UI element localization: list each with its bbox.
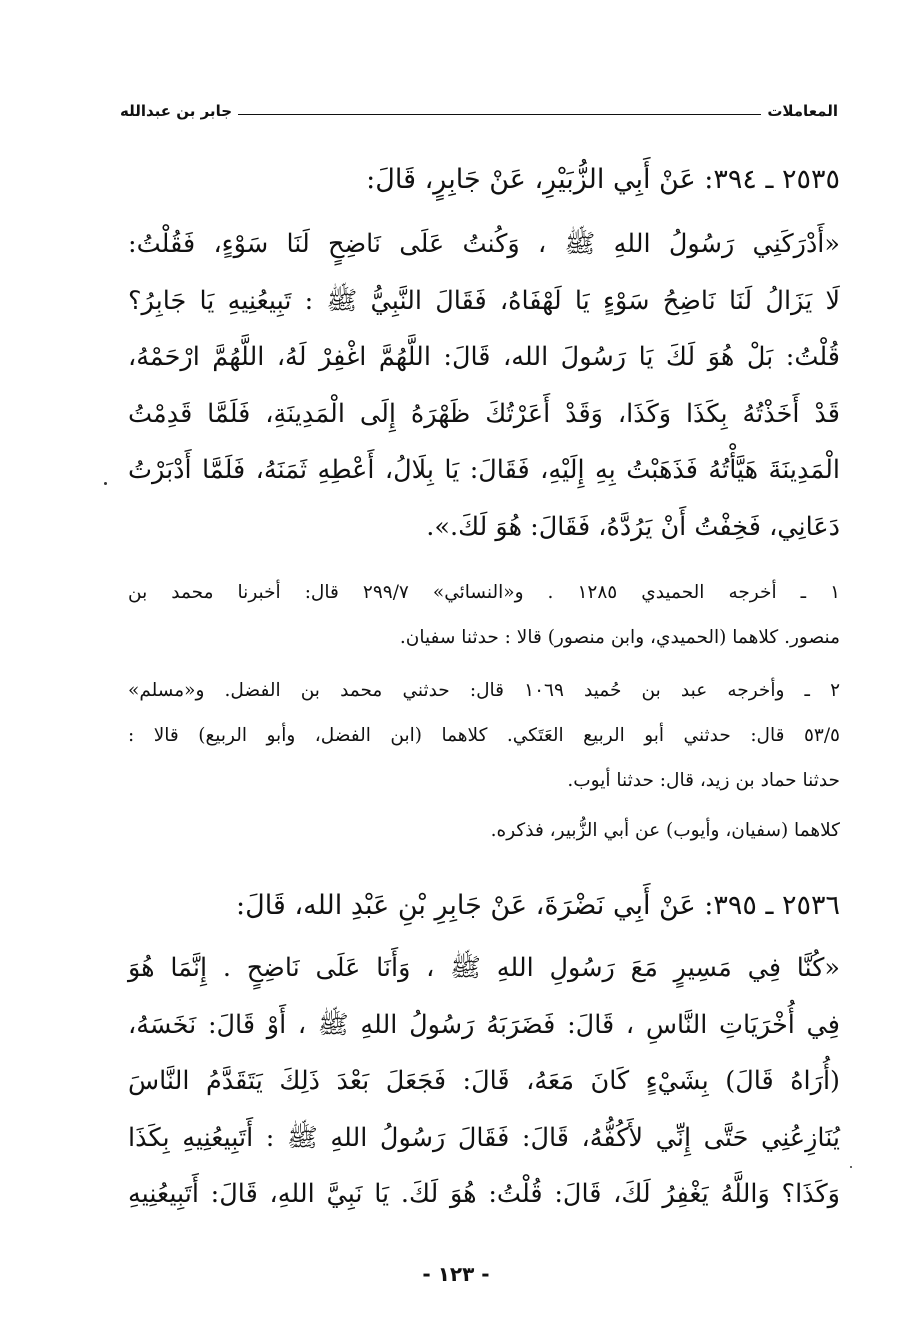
scan-speck bbox=[104, 482, 107, 485]
hadith-2-line: (أُرَاهُ قَالَ) بِشَيْءٍ كَانَ مَعَهُ، قَالَ: فَجَعَلَ بَعْدَ ذَلِكَ يَتَقَدَّمُ النَّاسَ bbox=[128, 1066, 840, 1096]
hadith-2-text bbox=[128, 940, 840, 1223]
footnote-line: كلاهما (سفيان، وأيوب) عن أبي الزُّبير، فذكره. bbox=[490, 820, 840, 841]
running-header-rule bbox=[238, 114, 761, 115]
scan-speck bbox=[850, 1166, 852, 1168]
hadith-2-line: «كُنَّا فِي مَسِيرٍ مَعَ رَسُولِ اللهِ ﷺ ، وَأَنَا عَلَى نَاضِحٍ . إِنَّمَا هُوَ bbox=[128, 953, 840, 983]
footnote-1 bbox=[128, 570, 840, 660]
hadith-2-line: وَكَذَا؟ وَاللَّهُ يَغْفِرُ لَكَ، قَالَ: قُلْتُ: هُوَ لَكَ. يَا نَبِيَّ اللهِ، قَالَ: أَتَبِيعُنِيهِ bbox=[128, 1179, 840, 1209]
hadith-2-heading: ٢٥٣٦ ـ ٣٩٥: عَنْ أَبِي نَضْرَةَ، عَنْ جَابِرِ بْنِ عَبْدِ الله، قَالَ: bbox=[235, 890, 840, 921]
hadith-1-line: دَعَانِي، فَخِفْتُ أَنْ يَرُدَّهُ، فَقَالَ: هُوَ لَكَ.». bbox=[426, 511, 840, 542]
hadith-1-line: الْمَدِينَةَ هَيَّأْتُهُ فَذَهَبْتُ بِهِ إِلَيْهِ، فَقَالَ: يَا بِلَالُ، أَعْطِهِ ثَمَنَهُ، فَلَمَّا أَدْبَرْتُ bbox=[128, 455, 840, 485]
footnote-line: ١ ـ أخرجه الحميدي ١٢٨٥ . و«النسائي» ٢٩٩/٧ قال: أخبرنا محمد بن bbox=[128, 582, 840, 603]
hadith-1-line: لَا يَزَالُ لَنَا نَاضِحُ سَوْءٍ يَا لَهْفَاهُ، فَقَالَ النَّبِيُّ ﷺ : تَبِيعُنِيهِ يَا جَابِرُ؟ bbox=[128, 285, 840, 316]
footnote-3 bbox=[128, 808, 840, 853]
hadith-1-line: قَدْ أَخَذْتُهُ بِكَذَا وَكَذَا، وَقَدْ أَعَرْتُكَ ظَهْرَهُ إِلَى الْمَدِينَةِ، فَلَمَّا قَدِمْتُ bbox=[128, 398, 840, 429]
running-header-chapter: المعاملات bbox=[767, 102, 838, 120]
running-header-narrator: جابر بن عبدالله bbox=[120, 102, 233, 120]
running-header bbox=[120, 96, 838, 120]
hadith-1-text bbox=[128, 216, 840, 555]
footnote-2 bbox=[128, 668, 840, 803]
hadith-2-line: فِي أُخْرَيَاتِ النَّاسِ ، قَالَ: فَضَرَبَهُ رَسُولُ اللهِ ﷺ ، أَوْ قَالَ: نَخَسَهُ، bbox=[128, 1009, 840, 1040]
footnote-line: ٥٣/٥ قال: حدثني أبو الربيع العَتَكي. كلاهما (ابن الفضل، وأبو الربيع) قالا : bbox=[128, 725, 840, 746]
hadith-1-line: «أَدْرَكَنِي رَسُولُ اللهِ ﷺ ، وَكُنتُ عَلَى نَاضِحٍ لَنَا سَوْءٍ، فَقُلْتُ: bbox=[128, 229, 840, 259]
page-number: - ١٢٣ - bbox=[422, 1262, 490, 1286]
hadith-1-line: قُلْتُ: بَلْ هُوَ لَكَ يَا رَسُولَ الله، قَالَ: اللَّهُمَّ اغْفِرْ لَهُ، اللَّهُمَّ ارْحَمْهُ، bbox=[128, 342, 840, 372]
hadith-2-line: يُنَازِعُنِي حَتَّى إِنِّي لأَكُفُّهُ، قَالَ: فَقَالَ رَسُولُ اللهِ ﷺ : أَتَبِيعُنِيهِ بِكَذَا bbox=[128, 1122, 840, 1153]
footnote-line: حدثنا حماد بن زيد، قال: حدثنا أيوب. bbox=[567, 770, 840, 791]
footnote-line: ٢ ـ وأخرجه عبد بن حُميد ١٠٦٩ قال: حدثني محمد بن الفضل. و«مسلم» bbox=[128, 680, 841, 701]
footnote-line: منصور. كلاهما (الحميدي، وابن منصور) قالا : حدثنا سفيان. bbox=[399, 627, 840, 648]
hadith-1-heading: ٢٥٣٥ ـ ٣٩٤: عَنْ أَبِي الزُّبَيْرِ، عَنْ جَابِرٍ، قَالَ: bbox=[366, 164, 840, 195]
